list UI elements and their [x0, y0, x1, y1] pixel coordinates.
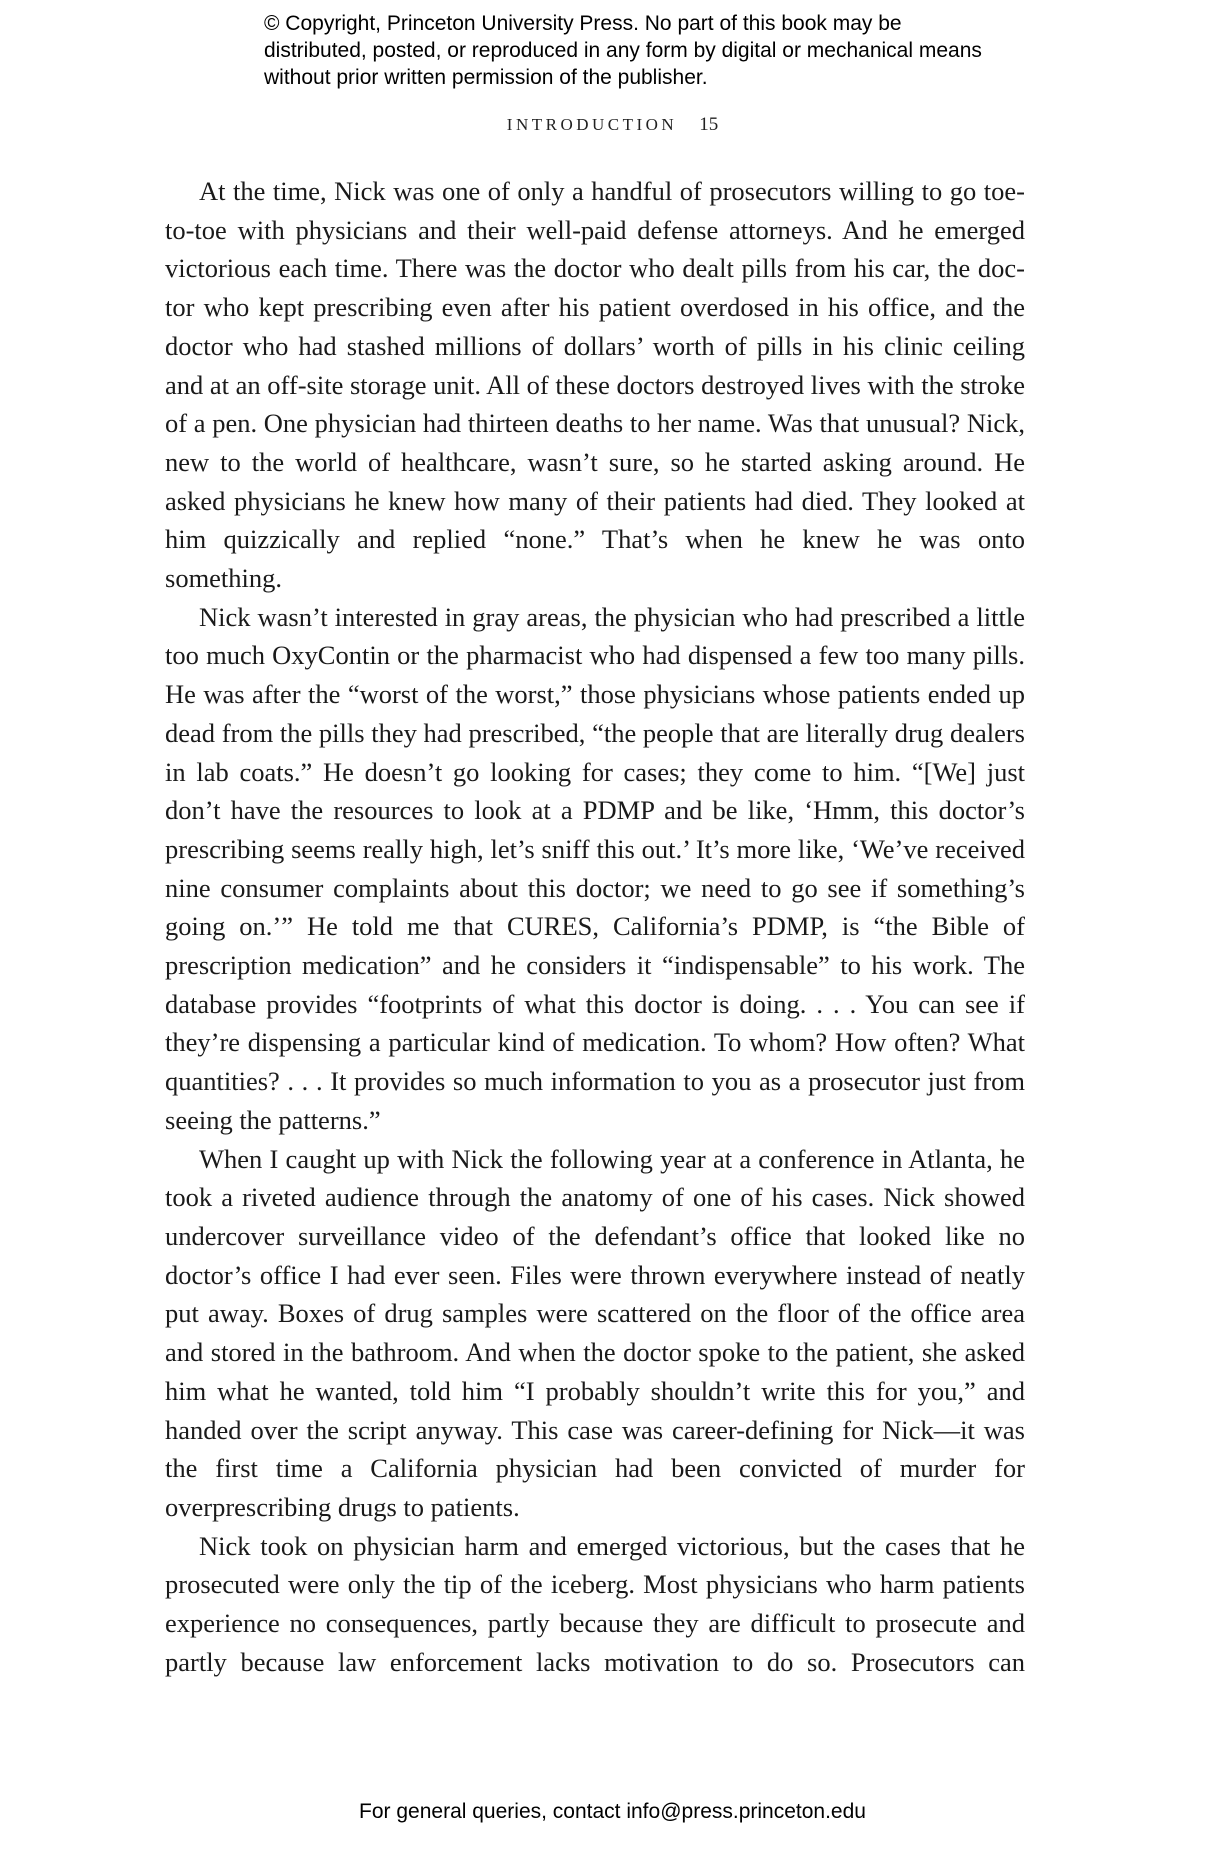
body-text — [165, 172, 1025, 1681]
paragraph-2: Nick wasn’t interested in gray areas, the physician who had prescribed a little too much OxyContin or the pharmacist who had dispensed a few too many pills. He was after the “worst of the worst,” those physicians whose patients ended up dead from the pills they had prescribed, “the people that are literally drug dealers in lab coats.” He doesn’t go looking for cases; they come to him. “[We] just don’t have the resources to look at a PDMP and be like, ‘Hmm, this doctor’s prescribing seems really high, let’s sniff this out.’ It’s more like, ‘We’ve received nine consumer complaints about this doctor; we need to go see if something’s going on.’” He told me that CURES, California’s PDMP, is “the Bible of prescription medication” and he considers it “indispensable” to his work. The database provides “footprints of what this doctor is doing. . . . You can see if they’re dispensing a particular kind of medication. To whom? How often? What quantities? . . . It provides so much information to you as a prosecutor just from seeing the patterns.” — [165, 601, 1025, 1135]
copyright-notice: © Copyright, Princeton University Press. No part of this book may be distributed, posted, or reproduced in any form by digital or mechanical means without prior written permission of the publisher. — [264, 12, 982, 89]
running-head — [0, 114, 1225, 136]
paragraph-4: Nick took on physician harm and emerged victorious, but the cases that he prosecuted were only the tip of the iceberg. Most physicians who harm patients experience no consequences, partly because they are difficult to prosecute and partly because law enforcement lacks motivation to do so. Prosecutors can — [165, 1530, 1025, 1677]
paragraph-3: When I caught up with Nick the following year at a conference in Atlanta, he took a riveted audience through the anatomy of one of his cases. Nick showed undercover surveillance video of the defendant’s office that looked like no doctor’s office I had ever seen. Files were thrown everywhere instead of neatly put away. Boxes of drug samples were scattered on the floor of the office area and stored in the bathroom. And when the doctor spoke to the patient, she asked him what he wanted, told him “I probably shouldn’t write this for you,” and handed over the script anyway. This case was career-defining for Nick—it was the first time a California physician had been convicted of murder for overprescribing drugs to patients. — [165, 1143, 1025, 1522]
section-title: INTRODUCTION — [506, 115, 678, 134]
paragraph-1: At the time, Nick was one of only a handful of prosecutors willing to go toe-to-toe with physicians and their well-paid defense attorneys. And he emerged victorious each time. There was the doctor who dealt pills from his car, the doctor who kept prescribing even after his patient overdosed in his office, and the doctor who had stashed millions of dollars’ worth of pills in his clinic ceiling and at an off-site storage unit. All of these doctors destroyed lives with the stroke of a pen. One physician had thirteen deaths to her name. Was that unusual? Nick, new to the world of healthcare, wasn’t sure, so he started asking around. He asked physicians he knew how many of their patients had died. They looked at him quizzically and replied “none.” That’s when he knew he was onto something. — [165, 176, 1025, 594]
page-number: 15 — [699, 114, 719, 135]
footer-contact: For general queries, contact info@press.princeton.edu — [359, 1800, 866, 1823]
